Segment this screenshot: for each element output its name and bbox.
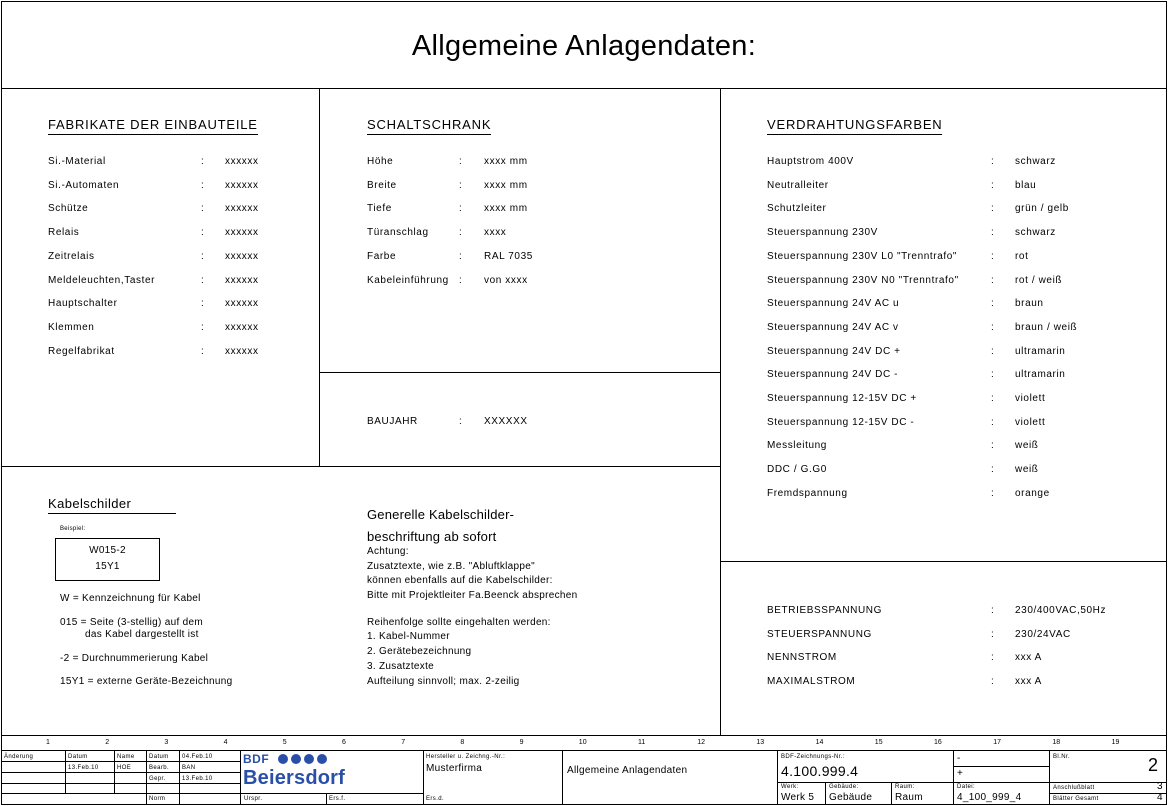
row-label: Steuerspannung 230V N0 "Trenntrafo" <box>767 274 959 286</box>
frame-left <box>1 1 2 805</box>
tb-line <box>1 772 240 773</box>
tb-raum-value: Raum <box>895 792 923 803</box>
note-line: 2. Gerätebezeichnung <box>367 646 472 657</box>
tb-vline <box>891 782 892 805</box>
row-label: Si.-Material <box>48 156 106 167</box>
row-sep: : <box>201 156 205 167</box>
row-sep: : <box>201 179 205 191</box>
tb-datei-label: Datei: <box>957 784 976 790</box>
row-label: Regelfabrikat <box>48 345 115 357</box>
row-label: Tiefe <box>367 203 392 215</box>
tb-vline <box>179 750 180 805</box>
row-label: Steuerspannung 230V <box>767 227 878 239</box>
tb-bearb: Bearb. <box>149 765 170 771</box>
row-value: xxxx <box>484 227 507 239</box>
column-number: 7 <box>401 739 406 746</box>
beiersdorf-wordmark: Beiersdorf <box>243 767 346 789</box>
divider-h-spannung <box>720 561 1167 562</box>
frame-top <box>1 1 1167 2</box>
tb-gesamt-label: Blätter Gesamt <box>1053 796 1099 802</box>
row-value: schwarz <box>1015 156 1056 167</box>
row-value: braun <box>1015 298 1044 310</box>
baujahr-value: XXXXXX <box>484 416 528 427</box>
legend-line-cont: das Kabel dargestellt ist <box>85 629 199 640</box>
row-sep: : <box>459 274 463 286</box>
row-value: xxxxxx <box>225 156 259 167</box>
row-value: schwarz <box>1015 227 1056 239</box>
column-number: 10 <box>578 739 587 746</box>
tb-vline <box>240 750 241 805</box>
row-value: ultramarin <box>1015 345 1066 357</box>
row-value: 230/400VAC,50Hz <box>1015 605 1107 616</box>
tb-blnr-value: 2 <box>1148 755 1159 775</box>
tb-hersteller-label: Hersteller u. Zeichng.-Nr.: <box>426 754 506 760</box>
tb-line <box>1 761 240 762</box>
row-label: Schutzleiter <box>767 203 827 215</box>
note-line: Reihenfolge sollte eingehalten werden: <box>367 617 551 628</box>
column-number: 8 <box>460 739 465 746</box>
tb-datum2: Datum <box>149 754 169 760</box>
bdf-logo-text: BDF <box>243 752 270 766</box>
note-line: Aufteilung sinnvoll; max. 2-zeilig <box>367 676 520 687</box>
tb-gepr-value: 13.Feb.10 <box>182 776 213 782</box>
tb-vline <box>1049 750 1050 805</box>
baujahr-sep: : <box>459 416 463 427</box>
example-tag-line2: 15Y1 <box>95 561 120 572</box>
tb-hersteller-value: Musterfirma <box>426 763 483 774</box>
row-sep: : <box>201 298 205 310</box>
tb-raum-label: Raum: <box>895 784 915 790</box>
schaltschrank-heading: SCHALTSCHRANK <box>367 117 491 135</box>
tb-datum2-value: 04.Feb.10 <box>182 754 213 760</box>
fabrikate-heading: FABRIKATE DER EINBAUTEILE <box>48 117 258 135</box>
row-value: von xxxx <box>484 274 528 286</box>
row-label: Hauptschalter <box>48 298 118 310</box>
generelle-heading-2: beschriftung ab sofort <box>367 529 497 544</box>
divider-h-baujahr <box>319 372 720 373</box>
row-label: Zeitrelais <box>48 250 95 262</box>
tb-line <box>1 783 240 784</box>
tb-datei-value: 4_100_999_4 <box>957 792 1022 803</box>
row-label: Klemmen <box>48 321 95 333</box>
tb-werk-value: Werk 5 <box>781 792 815 803</box>
tb-top <box>1 750 1167 751</box>
row-label: STEUERSPANNUNG <box>767 628 872 640</box>
row-sep: : <box>991 464 995 476</box>
row-label: Steuerspannung 24V DC - <box>767 369 899 381</box>
note-line: können ebenfalls auf die Kabelschilder: <box>367 575 553 586</box>
row-value: grün / gelb <box>1015 203 1069 215</box>
row-value: ultramarin <box>1015 369 1066 381</box>
legend-line: -2 = Durchnummerierung Kabel <box>60 653 209 664</box>
column-number: 11 <box>638 739 646 746</box>
note-line: Bitte mit Projektleiter Fa.Beenck absprechen <box>367 590 578 601</box>
tb-ers-d: Ers.d. <box>426 796 445 802</box>
row-value: weiß <box>1015 440 1039 452</box>
tb-name-value: HOE <box>117 765 132 771</box>
row-label: Fremdspannung <box>767 487 848 499</box>
row-label: Steuerspannung 230V L0 "Trenntrafo" <box>767 250 958 262</box>
row-value: xxxxxx <box>225 203 259 215</box>
tb-datum: Datum <box>68 754 88 760</box>
column-number: 9 <box>519 739 524 746</box>
column-number: 2 <box>105 739 110 746</box>
example-tag-line1: W015-2 <box>89 545 126 556</box>
row-label: Farbe <box>367 250 397 262</box>
row-value: xxx A <box>1015 652 1042 664</box>
row-label: Si.-Automaten <box>48 179 120 191</box>
row-label: Steuerspannung 24V AC v <box>767 321 899 333</box>
tb-gebaeude-label: Gebäude: <box>829 784 859 790</box>
tb-datum-value: 13.Feb.10 <box>68 765 99 771</box>
row-sep: : <box>991 416 995 428</box>
tb-name: Name <box>117 754 135 760</box>
row-label: DDC / G.G0 <box>767 464 827 476</box>
row-label: Meldeleuchten,Taster <box>48 274 156 286</box>
row-value: blau <box>1015 179 1037 191</box>
row-sep: : <box>991 227 995 239</box>
tb-aenderung: Änderung <box>4 754 34 760</box>
row-value: xxxxxx <box>225 227 259 239</box>
row-label: Kabeleinführung <box>367 274 449 286</box>
column-number: 1 <box>46 739 50 746</box>
row-sep: : <box>459 250 463 262</box>
row-sep: : <box>991 440 995 452</box>
row-sep: : <box>459 203 463 215</box>
example-label: Beispiel: <box>60 526 86 532</box>
tb-urspr: Urspr. <box>244 796 263 802</box>
row-sep: : <box>991 605 995 616</box>
row-label: Breite <box>367 179 397 191</box>
column-number: 13 <box>756 739 765 746</box>
column-number: 6 <box>342 739 346 746</box>
column-number: 18 <box>1052 739 1061 746</box>
row-sep: : <box>991 298 995 310</box>
column-number: 19 <box>1111 739 1120 746</box>
row-sep: : <box>991 203 995 215</box>
column-number: 3 <box>164 739 169 746</box>
column-number: 14 <box>815 739 824 746</box>
row-sep: : <box>201 250 205 262</box>
tb-bdf-nr-label: BDF-Zeichnungs-Nr.: <box>781 754 845 760</box>
page-title: Allgemeine Anlagendaten: <box>411 30 757 62</box>
tb-vline <box>825 782 826 805</box>
row-value: orange <box>1015 487 1050 499</box>
tb-line <box>777 782 1166 783</box>
row-label: Höhe <box>367 156 394 167</box>
row-label: MAXIMALSTROM <box>767 676 856 688</box>
row-value: braun / weiß <box>1015 321 1078 333</box>
row-label: Steuerspannung 12-15V DC + <box>767 393 917 404</box>
row-sep: : <box>201 274 205 286</box>
row-sep: : <box>991 274 995 286</box>
tb-plus: + <box>957 768 964 779</box>
row-label: Steuerspannung 12-15V DC - <box>767 416 915 428</box>
row-sep: : <box>459 156 463 167</box>
column-number: 4 <box>223 739 228 746</box>
tb-line <box>953 766 1049 767</box>
tb-vline <box>114 750 115 794</box>
row-sep: : <box>991 652 995 664</box>
tb-vline <box>777 750 778 805</box>
row-sep: : <box>991 321 995 333</box>
row-value: xxxx mm <box>484 179 528 191</box>
tb-vline <box>953 750 954 805</box>
row-sep: : <box>201 345 205 357</box>
tb-gesamt-value: 4 <box>1157 792 1163 803</box>
frame-right <box>1166 1 1167 805</box>
title-divider <box>1 88 1167 89</box>
row-label: Neutralleiter <box>767 179 829 191</box>
row-label: Steuerspannung 24V AC u <box>767 298 900 310</box>
column-number: 17 <box>993 739 1001 746</box>
tb-anschluss-label: Anschlußblatt <box>1053 785 1095 791</box>
legend-line: W = Kennzeichnung für Kabel <box>60 593 201 604</box>
row-sep: : <box>991 369 995 381</box>
generelle-heading-1: Generelle Kabelschilder- <box>367 507 515 522</box>
row-label: Messleitung <box>767 440 827 452</box>
tb-bdf-nr-value: 4.100.999.4 <box>781 763 859 779</box>
row-sep: : <box>991 345 995 357</box>
row-value: weiß <box>1015 464 1039 476</box>
row-value: xxxxxx <box>225 321 259 333</box>
row-label: Relais <box>48 227 80 239</box>
row-value: xxx A <box>1015 676 1042 688</box>
row-sep: : <box>991 628 995 640</box>
row-sep: : <box>991 676 995 688</box>
tb-norm: Norm <box>149 796 166 802</box>
row-sep: : <box>459 179 463 191</box>
row-sep: : <box>991 393 995 404</box>
tb-vline <box>65 750 66 794</box>
row-value: rot / weiß <box>1015 274 1063 286</box>
example-cable-tag <box>55 538 160 581</box>
note-line: 3. Zusatztexte <box>367 661 435 672</box>
row-label: BETRIEBSSPANNUNG <box>767 605 882 616</box>
beiersdorf-logo <box>243 751 421 792</box>
row-value: violett <box>1015 416 1046 428</box>
tb-line <box>1049 793 1166 794</box>
tb-vline <box>562 750 563 805</box>
row-value: 230/24VAC <box>1015 628 1071 640</box>
divider-v1 <box>319 88 320 467</box>
kabelschilder-heading: Kabelschilder <box>48 496 176 514</box>
tb-bearb-value: BAN <box>182 765 196 771</box>
note-line: 1. Kabel-Nummer <box>367 631 450 642</box>
row-label: Türanschlag <box>367 227 429 239</box>
divider-h-bottom <box>1 735 1167 736</box>
note-line: Achtung: <box>367 546 409 557</box>
tb-vline <box>146 750 147 805</box>
row-value: RAL 7035 <box>484 250 533 262</box>
row-label: Steuerspannung 24V DC + <box>767 345 901 357</box>
row-sep: : <box>991 156 995 167</box>
frame-bottom <box>1 804 1167 805</box>
row-sep: : <box>991 179 995 191</box>
column-number: 15 <box>874 739 883 746</box>
tb-gebaeude-value: Gebäude <box>829 792 873 803</box>
tb-gepr: Gepr. <box>149 776 166 782</box>
note-line: Zusatztexte, wie z.B. "Abluftklappe" <box>367 561 535 572</box>
baujahr-label: BAUJAHR <box>367 416 418 427</box>
row-value: xxxxxx <box>225 250 259 262</box>
divider-h-kabel <box>1 466 720 467</box>
tb-anschluss-value: 3 <box>1157 781 1163 792</box>
row-sep: : <box>991 250 995 262</box>
legend-line: 015 = Seite (3-stellig) auf dem <box>60 617 203 628</box>
row-label: NENNSTROM <box>767 652 837 664</box>
tb-vline <box>423 750 424 805</box>
row-value: xxxx mm <box>484 156 528 167</box>
legend-line: 15Y1 = externe Geräte-Bezeichnung <box>60 676 233 687</box>
row-sep: : <box>201 321 205 333</box>
tb-blnr-label: Bl.Nr. <box>1053 754 1071 760</box>
row-value: xxxxxx <box>225 298 259 310</box>
row-value: xxxxxx <box>225 179 259 191</box>
row-label: Hauptstrom 400V <box>767 156 854 167</box>
row-sep: : <box>201 227 205 239</box>
row-sep: : <box>459 227 463 239</box>
tb-werk-label: Werk: <box>781 784 799 790</box>
row-value: xxxxxx <box>225 345 259 357</box>
tb-ers-f: Ers.f. <box>329 796 346 802</box>
row-sep: : <box>991 487 995 499</box>
row-value: xxxx mm <box>484 203 528 215</box>
verdrahtung-heading: VERDRAHTUNGSFARBEN <box>767 117 942 135</box>
tb-vline <box>326 793 327 805</box>
tb-drawing-title: Allgemeine Anlagendaten <box>567 765 688 776</box>
column-number: 5 <box>282 739 287 746</box>
row-sep: : <box>201 203 205 215</box>
divider-v2 <box>720 88 721 735</box>
row-value: violett <box>1015 393 1046 404</box>
row-label: Schütze <box>48 203 89 215</box>
row-value: rot <box>1015 250 1029 262</box>
row-value: xxxxxx <box>225 274 259 286</box>
bdf-dots-icon <box>277 753 335 765</box>
column-number: 12 <box>697 739 705 746</box>
tb-minus: - <box>957 753 961 764</box>
column-number: 16 <box>934 739 942 746</box>
